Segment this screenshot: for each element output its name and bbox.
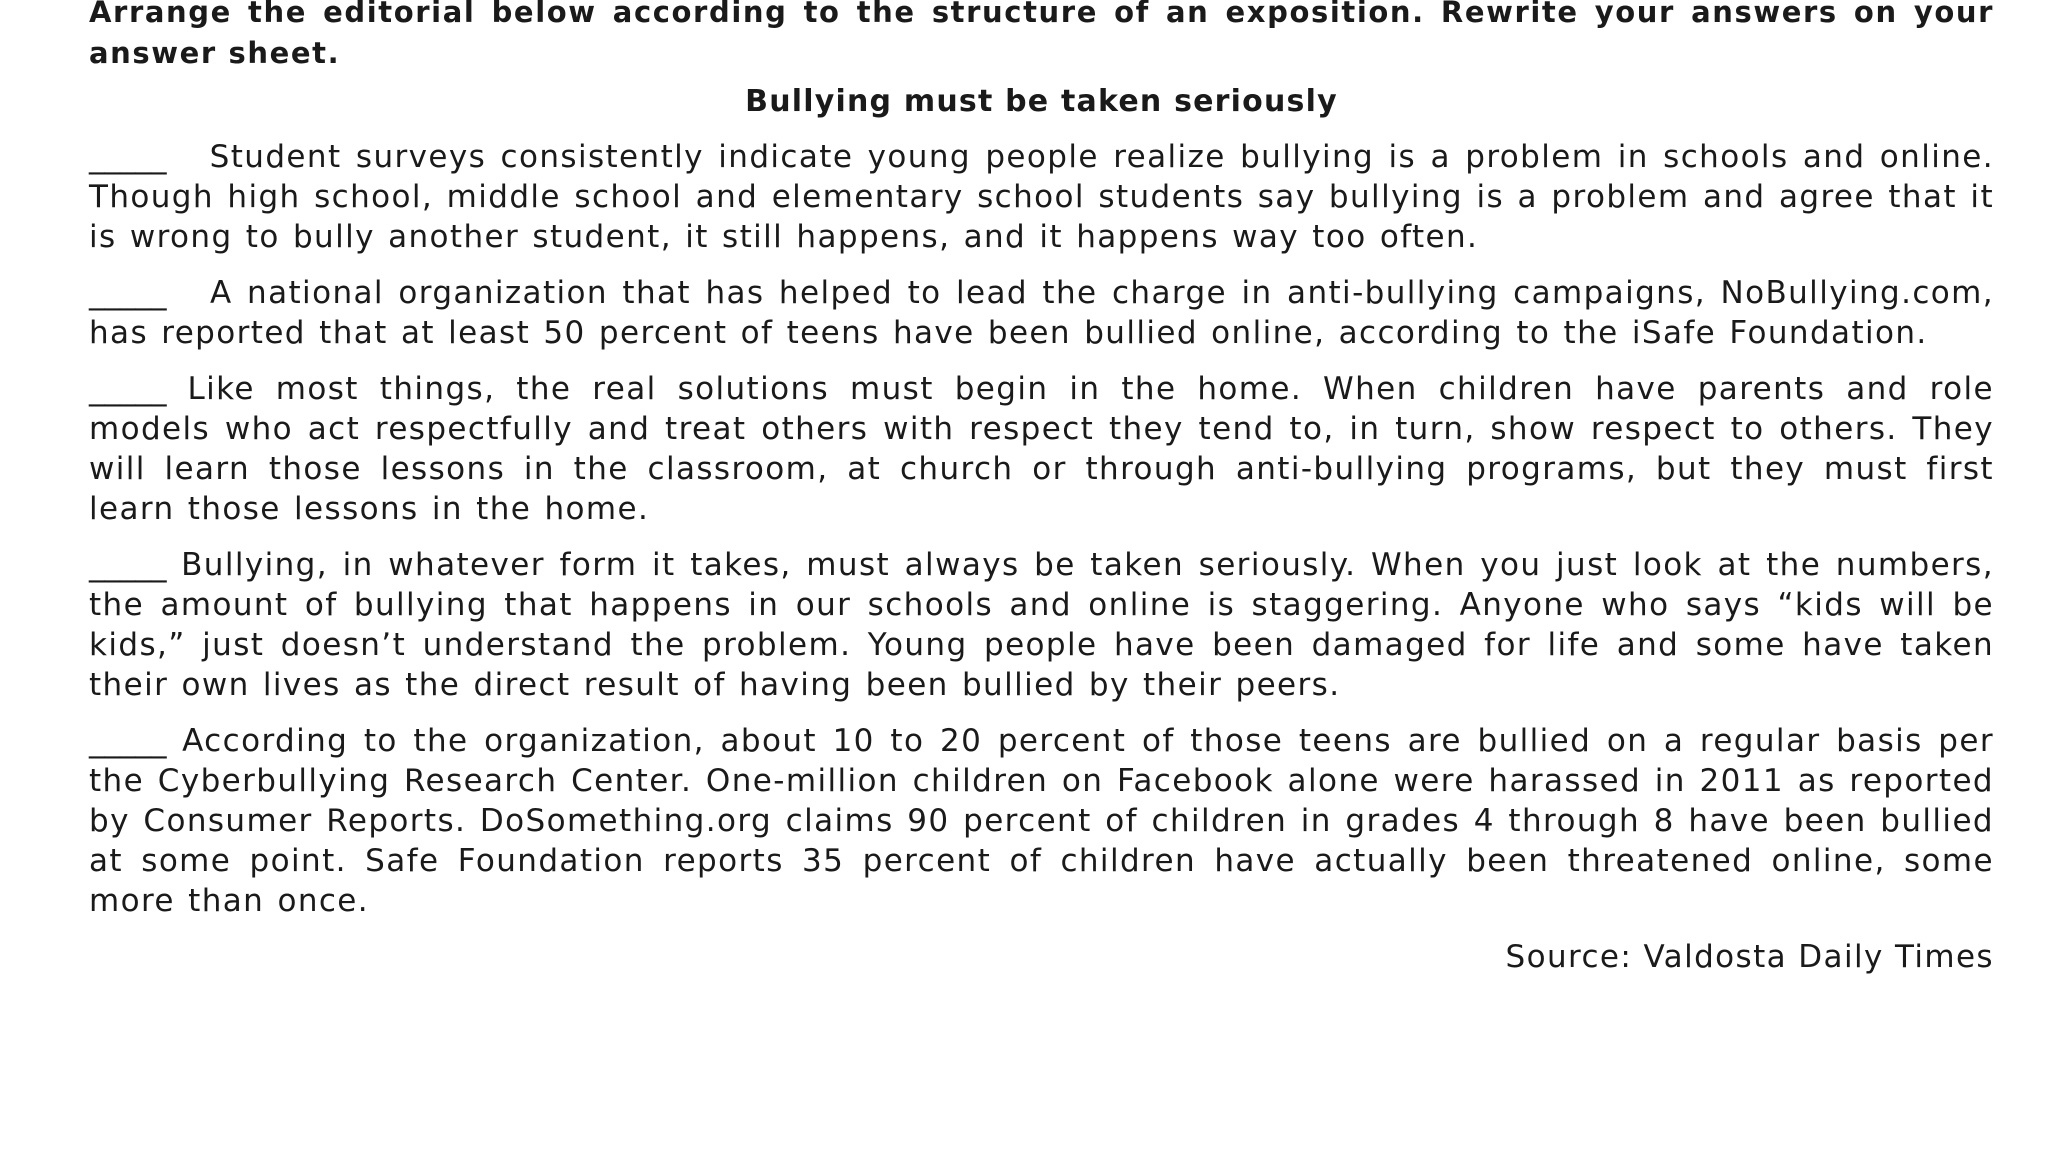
paragraph-5-text: According to the organization, about 10 to 20 percent of those teens are bullied on a regular basis per the Cyberbullying Research Center. One-million children on Facebook alone were harassed in 2011 as reported by Consumer Reports. DoSomething.org claims 90 percent of children in grades 4 through 8 have been bullied at some point. Safe Foundation reports 35 percent of children have actually been threatened online, some more than once. xyxy=(89,723,1994,919)
answer-blank-4: _____ xyxy=(89,547,167,583)
instructions-text: Arrange the editorial below according to the structure of an exposition. Rewrite your answers on your answer sheet. xyxy=(89,0,1994,70)
paragraph-4-text: Bullying, in whatever form it takes, must always be taken seriously. When you just look at the numbers, the amount of bullying that happens in our schools and online is staggering. Anyone who says “kids will be kids,” just doesn’t understand the problem. Young people have been damaged for life and some have taken their own lives as the direct result of having been bullied by their peers. xyxy=(89,547,1994,703)
paragraph-3 xyxy=(89,369,1994,529)
worksheet-page xyxy=(89,0,1994,1008)
answer-blank-2: _____ xyxy=(89,275,167,311)
paragraph-3-text: Like most things, the real solutions must begin in the home. When children have parents and role models who act respectfully and treat others with respect they tend to, in turn, show respect to others. They will learn those lessons in the classroom, at church or through anti-bullying programs, but they must first learn those lessons in the home. xyxy=(89,371,1994,527)
answer-blank-3: _____ xyxy=(89,371,167,407)
paragraph-1 xyxy=(89,137,1994,257)
paragraph-4 xyxy=(89,545,1994,705)
editorial-title: Bullying must be taken seriously xyxy=(745,84,1338,119)
paragraph-1-text: Student surveys consistently indicate young people realize bullying is a problem in schools and online. Though high school, middle school and elementary school students say bullying is a problem and agree that it is wrong to bully another student, it still happens, and it happens way too often. xyxy=(89,139,1994,255)
paragraph-2-text: A national organization that has helped to lead the charge in anti-bullying campaigns, NoBullying.com, has reported that at least 50 percent of teens have been bullied online, according to the iSafe Foundation. xyxy=(89,275,1995,351)
answer-blank-1: _____ xyxy=(89,139,167,175)
paragraph-2 xyxy=(89,273,1994,353)
answer-blank-5: _____ xyxy=(89,723,167,759)
paragraph-5 xyxy=(89,721,1994,921)
source-credit: Source: Valdosta Daily Times xyxy=(1505,939,1994,975)
